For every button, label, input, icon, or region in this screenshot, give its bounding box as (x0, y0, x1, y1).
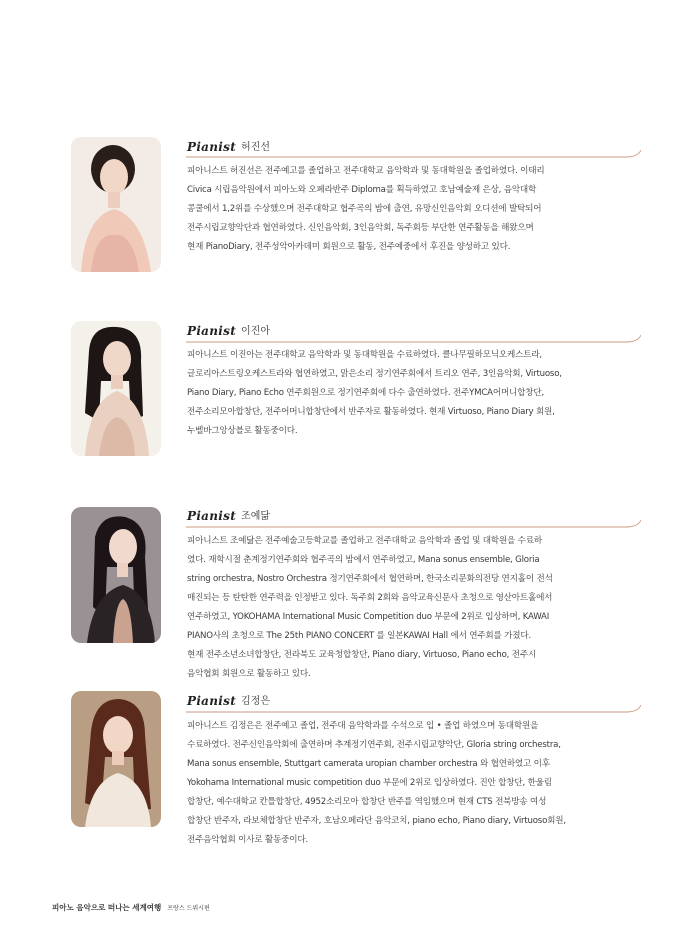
bio-line: 합창단, 예수대학교 칸틀합창단, 4952소리모아 합창단 반주를 역임했으며 현재 CTS 전북방송 여성 (187, 797, 547, 807)
bio-line: 현재 전주소년소녀합창단, 전라북도 교육청합창단, Piano diary, Virtuoso, Piano echo, 전주시 (187, 650, 537, 660)
biography (187, 346, 647, 441)
performer-name: 김정은 (241, 696, 271, 707)
portrait-photo (71, 507, 161, 643)
performer-name: 이진아 (241, 326, 271, 337)
portrait-photo (71, 137, 161, 272)
bio-line: 매진되는 등 탄탄한 연주력을 인정받고 있다. 독주회 2회와 음악교육신문사 초청으로 영산아트홀에서 (187, 593, 553, 603)
bio-line: 전주시립교향악단과 협연하였다. 신인음악회, 3인음악회, 독주회등 부단한 연주활동을 해왔으며 (187, 223, 534, 233)
bio-line: Mana sonus ensemble, Stuttgart camerata uropian chamber orchestra 와 협연하였고 이후 (187, 759, 550, 769)
bio-line: 피아니스트 허진선은 전주예고를 졸업하고 전주대학교 음악학과 및 동대학원을 졸업하였다. 이태리 (187, 166, 545, 176)
bio-line: 피아니스트 김정은은 전주예고 졸업, 전주대 음악학과를 수석으로 입 • 졸업 하였으며 동대학원을 (187, 721, 539, 731)
heading-underline (186, 703, 641, 717)
biography (187, 162, 647, 257)
portrait-photo (71, 321, 161, 456)
role-label: Pianist (187, 694, 237, 708)
bio-line: 전주소리모아합창단, 전주어머니합창단에서 반주자로 활동하였다. 현재 Virtuoso, Piano Diary 회원, (187, 407, 555, 417)
heading-underline (186, 518, 641, 532)
performer-name: 조예닮 (241, 511, 271, 522)
biography (187, 532, 647, 684)
bio-line: 피아니스트 이진아는 전주대학교 음악학과 및 동대학원을 수료하였다. 클나무필하모닉오케스트라, (187, 350, 542, 360)
role-label: Pianist (187, 509, 237, 523)
performer-name: 허진선 (241, 142, 271, 153)
footer-subtitle: 프랑스 드뷔시편 (167, 905, 210, 912)
bio-line: 현재 PianoDiary, 전주성악아카데미 회원으로 활동, 전주예중에서 후진을 양성하고 있다. (187, 242, 511, 252)
heading-underline (186, 333, 641, 347)
bio-line: Civica 시립음악원에서 피아노와 오페라반주 Diploma를 획득하였고 호남예술제 은상, 음악대학 (187, 185, 537, 195)
role-label: Pianist (187, 140, 237, 154)
bio-line: Piano Diary, Piano Echo 연주회원으로 정기연주회에 다수 출연하였다. 전주YMCA어머니합창단, (187, 388, 544, 398)
footer-title: 피아노 음악으로 떠나는 세계여행 (52, 903, 162, 912)
bio-line: string orchestra, Nostro Orchestra 정기연주회에서 협연하며, 한국소리문화의전당 연지홀이 전석 (187, 574, 553, 584)
heading-underline (186, 148, 641, 162)
role-label: Pianist (187, 324, 237, 338)
bio-line: 글로리아스트링오케스트라와 협연하였고, 맑은소리 정기연주회에서 트리오 연주, 3인음악회, Virtuoso, (187, 369, 562, 379)
bio-line: 였다. 재학시절 춘계정기연주회와 협주곡의 밤에서 연주하였고, Mana sonus ensemble, Gloria (187, 555, 540, 565)
bio-line: 콩쿨에서 1,2위를 수상했으며 전주대학교 협주곡의 밤에 출연, 유망신인음악회 오디션에 발탁되어 (187, 204, 542, 214)
bio-line: 수료하였다. 전주신인음악회에 출연하며 추계정기연주회, 전주시립교향악단, Gloria string orchestra, (187, 740, 561, 750)
bio-line: 누벨바그앙상블로 활동중이다. (187, 426, 298, 436)
bio-line: Yokohama International music competition duo 부문에 2위로 입상하였다. 진안 합창단, 한울림 (187, 778, 552, 788)
bio-line: 전주음악협회 이사로 활동중이다. (187, 835, 309, 845)
bio-line: 연주하였고, YOKOHAMA International Music Competition duo 부문에 2위로 입상하며, KAWAI (187, 612, 550, 622)
bio-line: 음악협회 회원으로 활동하고 있다. (187, 669, 311, 679)
biography (187, 717, 647, 850)
bio-line: 합창단 반주자, 라보체합창단 반주자, 호남오페라단 음악코치, piano echo, Piano diary, Virtuoso회원, (187, 816, 566, 826)
bio-line: 피아니스트 조예닮은 전주예술고등학교를 졸업하고 전주대학교 음악학과 졸업 및 대학원을 수료하 (187, 536, 542, 546)
page-footer (52, 902, 210, 913)
portrait-photo (71, 691, 161, 827)
bio-line: PIANO사의 초청으로 The 25th PIANO CONCERT 를 일본KAWAI Hall 에서 연주회를 가졌다. (187, 631, 531, 641)
